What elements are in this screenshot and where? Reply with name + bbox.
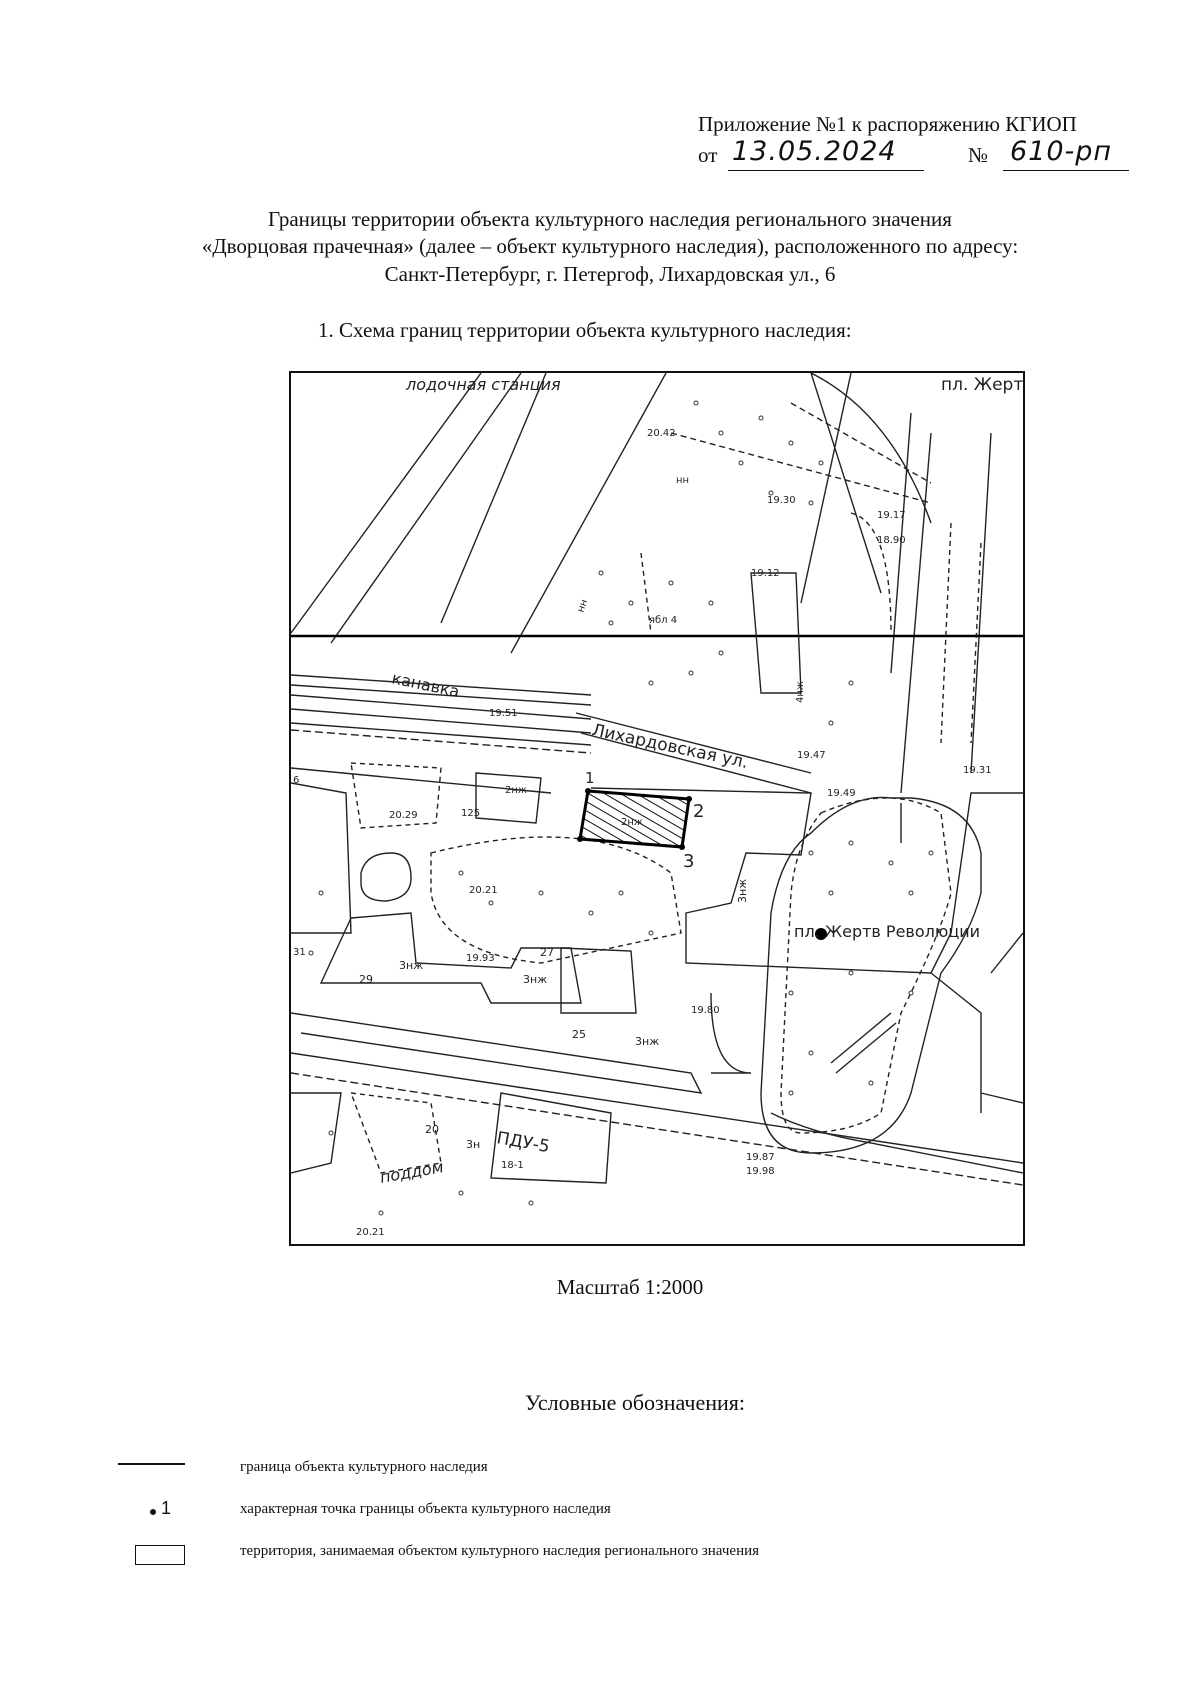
elevation-4: 18.90: [877, 535, 906, 546]
elevation-13: 19.31: [963, 765, 992, 776]
elevation-2: 19.30: [767, 495, 796, 506]
building-mark-9: 3н: [466, 1138, 481, 1151]
house-number-27: 27: [540, 946, 554, 959]
map-scale: Масштаб 1:2000: [556, 1275, 704, 1299]
legend-item-box: территория, занимаемая объектом культурного наследия регионального значения: [240, 1543, 760, 1559]
label-kanavka: канавка: [390, 668, 462, 702]
legend-heading: Условные обозначения:: [524, 1390, 746, 1415]
boundary-point-label-1: 1: [585, 769, 595, 787]
label-boat-station: лодочная станция: [406, 375, 561, 394]
elevation-14: 19.87: [746, 1152, 775, 1163]
building-mark-3: 4нж: [795, 681, 806, 703]
title-line-2: «Дворцовая прачечная» (далее – объект культурного наследия), расположенного по адресу:: [201, 234, 1019, 258]
title-line-1: Границы территории объекта культурного наследия регионального значения: [268, 207, 952, 231]
boundary-point-1: [585, 788, 591, 794]
building-mark-8: 3нж: [736, 878, 749, 903]
elevation-16: 20.21: [356, 1227, 385, 1238]
legend-box-symbol: [135, 1545, 185, 1565]
number-underline: [1003, 170, 1129, 171]
house-number-29: 29: [359, 973, 373, 986]
elevation-10: 20.21: [469, 885, 498, 896]
legend-line-symbol: [118, 1463, 185, 1465]
building-mark-1: нн: [676, 475, 690, 486]
handwritten-date: 13.05.2024: [732, 136, 897, 167]
house-number-20: 20: [425, 1123, 439, 1136]
building-mark-4: 2нж: [505, 785, 527, 796]
house-number-18-1: 18-1: [501, 1160, 524, 1171]
building-mark-10: 2нж: [621, 817, 643, 828]
title-line-3: Санкт-Петербург, г. Петергоф, Лихардовская ул., 6: [384, 262, 836, 286]
elevation-1: 20.42: [647, 428, 676, 439]
from-label: от: [698, 143, 718, 167]
boundary-point-4: [577, 836, 583, 842]
handwritten-number: 610-рп: [1010, 136, 1113, 167]
label-poddom: поддом: [378, 1157, 445, 1187]
boundary-point-3: [679, 844, 685, 850]
elevation-3: 19.17: [877, 510, 906, 521]
section-heading: 1. Схема границ территории объекта культурного наследия:: [318, 318, 852, 342]
legend-item-line: граница объекта культурного наследия: [240, 1459, 488, 1475]
elevation-6: 19.51: [489, 708, 518, 719]
elevation-5: 19.12: [751, 568, 780, 579]
label-street: Лихардовская ул.: [589, 720, 750, 774]
elevation-11: 19.93: [466, 953, 495, 964]
number-label: №: [968, 143, 989, 167]
label-pdu: ПДУ-5: [495, 1128, 552, 1158]
label-square-top: пл. Жерт: [941, 375, 1023, 395]
elevation-9: 20.29: [389, 810, 418, 821]
house-number-6: 6: [293, 775, 300, 786]
boundary-point-label-3: 3: [683, 851, 695, 872]
boundary-point-label-2: 2: [693, 801, 705, 822]
building-mark-2: нн: [575, 597, 591, 615]
boundary-point-2: [686, 796, 692, 802]
house-number-125: 125: [461, 808, 481, 819]
legend-point-symbol: [150, 1509, 156, 1515]
elevation-7: 19.47: [797, 750, 826, 761]
legend-point-number: 1: [161, 1498, 172, 1518]
appendix-title: Приложение №1 к распоряжению КГИОП: [698, 112, 1077, 136]
date-underline: [728, 170, 924, 171]
label-square: пл. Жертв Революции: [794, 922, 981, 941]
building-mark-5: 3нж: [399, 959, 424, 972]
house-number-31: 31: [293, 947, 306, 958]
building-mark-6: 3нж: [523, 973, 548, 986]
elevation-8: 19.49: [827, 788, 856, 799]
label-yabl: ябл 4: [649, 615, 678, 626]
elevation-15: 19.98: [746, 1166, 775, 1177]
house-number-25: 25: [572, 1028, 586, 1041]
map-scheme: [291, 373, 1023, 1244]
map-frame: [289, 371, 1025, 1246]
building-mark-7: 3нж: [635, 1035, 660, 1048]
legend-item-point: характерная точка границы объекта культурного наследия: [240, 1501, 611, 1517]
elevation-12: 19.80: [691, 1005, 720, 1016]
